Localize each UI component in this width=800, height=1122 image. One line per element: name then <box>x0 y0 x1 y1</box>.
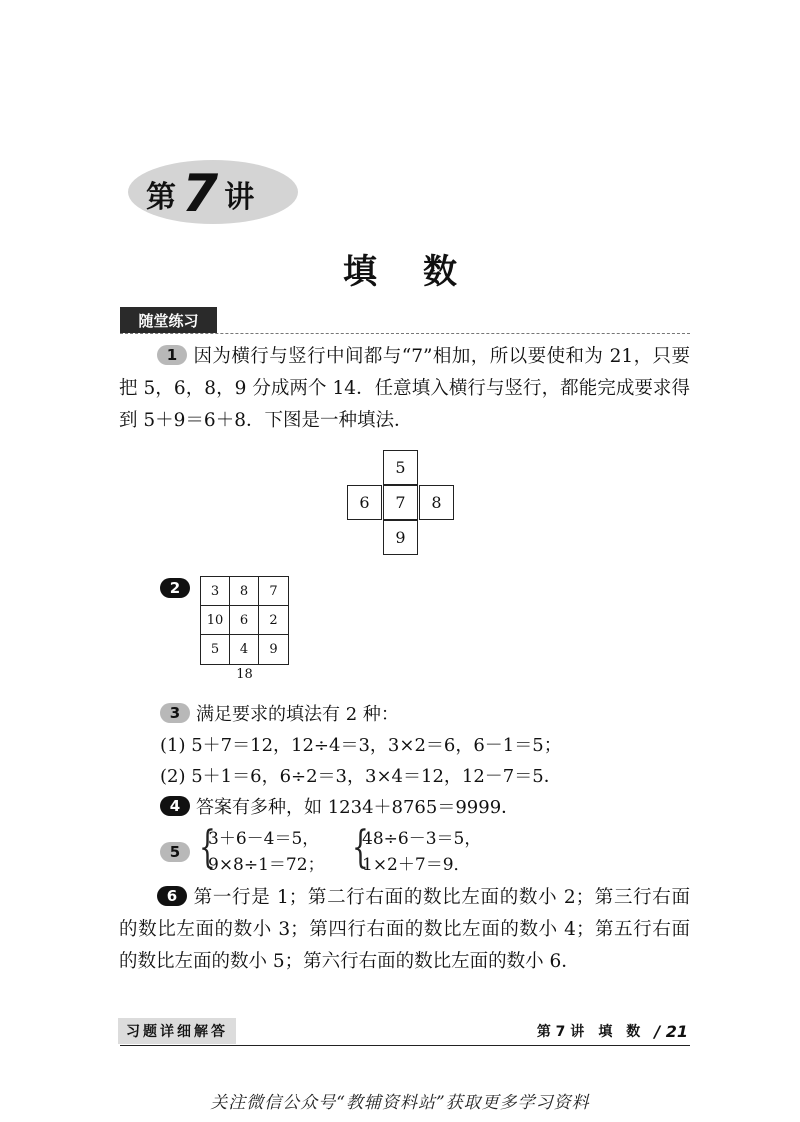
system-1-brace: { <box>199 822 216 873</box>
magic-square-grid <box>200 576 289 665</box>
footer-section-label: 习题详细解答 <box>118 1018 236 1044</box>
problem-5-badge: 5 <box>160 842 190 862</box>
system-1 <box>208 826 325 878</box>
grid-cell: 10 <box>201 606 230 635</box>
lecture-prefix: 第 <box>146 180 176 215</box>
system-2-brace: { <box>352 822 369 873</box>
problem-3-intro-text: 满足要求的填法有 2 种： <box>196 704 399 725</box>
grid-cell: 3 <box>201 577 230 606</box>
grid-cell: 7 <box>259 577 288 606</box>
system-1-line-1: 3＋6－4＝5， <box>208 829 320 849</box>
grid-cell: 8 <box>230 577 259 606</box>
grid-cell: 2 <box>259 606 288 635</box>
cross-cell-top: 5 <box>383 450 418 485</box>
problem-6-badge: 6 <box>157 886 187 906</box>
grid-cell: 5 <box>201 635 230 664</box>
problem-1 <box>119 341 690 437</box>
problem-3-line-1: (1) 5＋7＝12，12÷4＝3，3×2＝6，6－1＝5； <box>160 735 562 756</box>
page-number: / 21 <box>654 1021 688 1041</box>
footer-topic: 填 数 <box>598 1024 641 1040</box>
page-title: 填数 <box>343 252 503 292</box>
problem-3-badge: 3 <box>160 703 190 723</box>
cross-cell-center: 7 <box>383 485 418 520</box>
magic-square-sum: 18 <box>236 667 253 682</box>
system-2 <box>362 826 481 878</box>
lecture-heading <box>146 166 254 222</box>
footer-divider <box>120 1045 690 1046</box>
problem-2-badge: 2 <box>160 578 190 598</box>
grid-cell: 4 <box>230 635 259 664</box>
section-divider <box>120 333 690 334</box>
cross-cell-left: 6 <box>347 485 382 520</box>
problem-6 <box>119 882 690 978</box>
problem-3-line-2: (2) 5＋1＝6，6÷2＝3，3×4＝12，12－7＝5． <box>160 766 562 787</box>
system-2-line-1: 48÷6－3＝5， <box>362 829 482 849</box>
cross-cell-right: 8 <box>419 485 454 520</box>
problem-4 <box>160 793 700 823</box>
problem-4-badge: 4 <box>160 796 190 816</box>
system-1-line-2: 9×8÷1＝72； <box>208 855 325 875</box>
problem-3-intro <box>160 700 700 730</box>
problem-4-text: 答案有多种，如 1234＋8765＝9999． <box>196 797 520 818</box>
system-2-line-2: 1×2＋7＝9． <box>362 855 471 875</box>
problem-1-text: 因为横行与竖行中间都与“7”相加，所以要使和为 21，只要把 5，6，8，9 分成两个 14．任意填入横行与竖行，都能完成要求得到 5＋9＝6＋8．下图是一种填法． <box>119 346 690 431</box>
problem-1-badge: 1 <box>157 345 187 365</box>
grid-cell: 9 <box>269 642 278 657</box>
lecture-number: 7 <box>182 164 219 224</box>
problem-6-text: 第一行是 1；第二行右面的数比左面的数小 2；第三行右面的数比左面的数小 3；第四行右面的数比左面的数小 4；第五行右面的数比左面的数小 5；第六行右面的数比左面的数小 6． <box>119 887 690 972</box>
section-label: 随堂练习 <box>120 307 217 333</box>
footer-lecture-label: 第 7 讲 <box>536 1024 585 1040</box>
cross-cell-bottom: 9 <box>383 520 418 555</box>
footer-running-head <box>537 1018 688 1044</box>
lecture-suffix: 讲 <box>224 180 255 215</box>
grid-cell: 6 <box>230 606 259 635</box>
cross-figure <box>347 450 455 558</box>
watermark-text: 关注微信公众号“教辅资料站”获取更多学习资料 <box>210 1093 590 1113</box>
